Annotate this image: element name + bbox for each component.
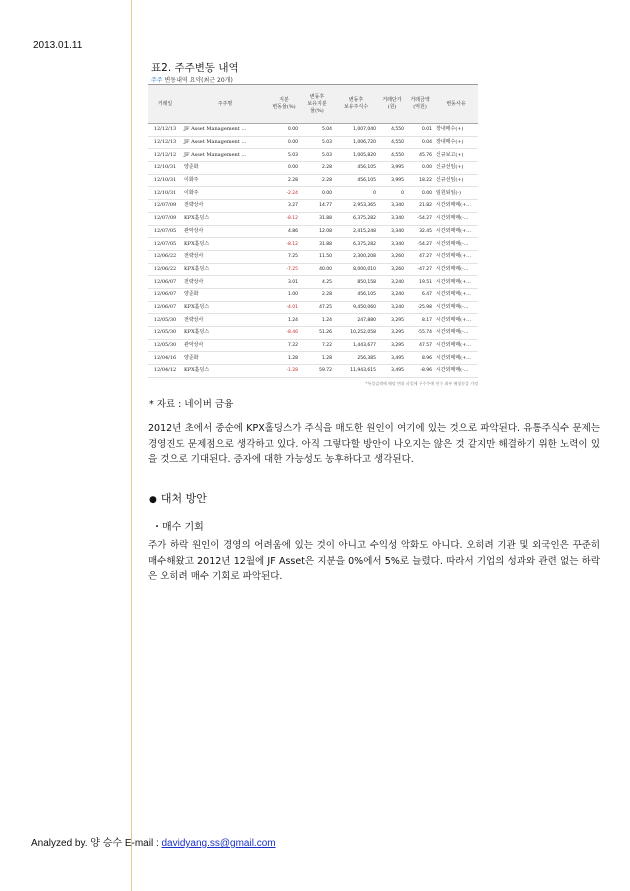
table-cell: 0.00 <box>268 136 300 149</box>
table-cell: 3,260 <box>378 263 406 276</box>
table-cell: 1,443,677 <box>334 339 378 352</box>
table-cell: 2,300,208 <box>334 250 378 263</box>
table-cell: 12/07/05 <box>148 225 182 238</box>
table-cell: 전략상사 <box>182 250 268 263</box>
table-cell: -8.12 <box>268 212 300 225</box>
bullet-icon: ● <box>149 495 157 505</box>
table-cell: 0.00 <box>406 187 434 200</box>
table-row <box>148 136 478 149</box>
table-cell: 3,340 <box>378 238 406 251</box>
table-cell: 12/04/16 <box>148 352 182 365</box>
table-cell: 신규보고(+) <box>434 149 478 162</box>
table-cell: 시간외매매(-... <box>434 327 478 340</box>
table-cell: -54.27 <box>406 212 434 225</box>
table-cell: 5.03 <box>268 149 300 162</box>
table-cell: 3,295 <box>378 314 406 327</box>
table-cell: 12/12/13 <box>148 136 182 149</box>
table-cell: 51.26 <box>300 327 334 340</box>
footer-credit <box>31 834 276 849</box>
table-cell: 850,158 <box>334 276 378 289</box>
table-row <box>148 174 478 187</box>
table-cell: 7.22 <box>300 339 334 352</box>
table-cell: 4,550 <box>378 136 406 149</box>
table-cell: 시간외매매(+... <box>434 339 478 352</box>
margin-rule <box>131 0 132 891</box>
table-cell: 4,550 <box>378 149 406 162</box>
table-cell: 12/06/07 <box>148 288 182 301</box>
table-cell: 32.45 <box>406 225 434 238</box>
table-cell: -2.24 <box>268 187 300 200</box>
table-cell: 12/06/22 <box>148 263 182 276</box>
table-cell: 8.17 <box>406 314 434 327</box>
table-cell: 5.04 <box>300 124 334 137</box>
table-cell: 3,240 <box>378 276 406 289</box>
table-cell: 256,385 <box>334 352 378 365</box>
table-cell: 3,240 <box>378 301 406 314</box>
table-body <box>148 124 478 378</box>
table-row <box>148 263 478 276</box>
table-cell: 6,375,282 <box>334 212 378 225</box>
table-cell: 47.25 <box>300 301 334 314</box>
table-cell: 1.00 <box>268 288 300 301</box>
table-cell: 12/05/30 <box>148 314 182 327</box>
section-heading <box>149 490 207 506</box>
table-cell: 1,005,820 <box>334 149 378 162</box>
column-header: 변동후 보유지분 율(%) <box>300 85 334 124</box>
table-cell: 4,550 <box>378 124 406 137</box>
table-cell: 2,415,248 <box>334 225 378 238</box>
table-cell: 12/10/31 <box>148 187 182 200</box>
table-cell: 11.50 <box>300 250 334 263</box>
table-cell: 3.01 <box>268 276 300 289</box>
table-cell: 3,495 <box>378 352 406 365</box>
table-row <box>148 238 478 251</box>
table-row <box>148 187 478 200</box>
table-row <box>148 301 478 314</box>
table-cell: 12/10/31 <box>148 162 182 175</box>
table-cell: 양준화 <box>182 288 268 301</box>
table-cell: 전략상사 <box>182 200 268 213</box>
table-cell: 시간외매매(-... <box>434 238 478 251</box>
table-cell: 8.96 <box>406 352 434 365</box>
table-cell: KPX홀딩스 <box>182 327 268 340</box>
table-cell: 31.88 <box>300 238 334 251</box>
table-cell: 3.27 <box>268 200 300 213</box>
column-header: 지분 변동율(%) <box>268 85 300 124</box>
table-cell: 6,375,282 <box>334 238 378 251</box>
table-cell: KPX홀딩스 <box>182 365 268 378</box>
table-cell: 7.22 <box>268 339 300 352</box>
table-cell: 12/06/07 <box>148 301 182 314</box>
table-cell: 1,006,720 <box>334 136 378 149</box>
table-cell: 456,105 <box>334 162 378 175</box>
table-cell: 4.25 <box>300 276 334 289</box>
section-title: 대처 방안 <box>160 492 207 505</box>
table-cell: 시간외매매(+... <box>434 314 478 327</box>
table-cell: 12/12/13 <box>148 124 182 137</box>
table-cell: -8.46 <box>268 327 300 340</box>
table-row <box>148 162 478 175</box>
table-cell: 관악상사 <box>182 339 268 352</box>
table-cell: 3,340 <box>378 225 406 238</box>
table-cell: 0 <box>334 187 378 200</box>
table-cell: 12/10/31 <box>148 174 182 187</box>
column-header: 변동후 보유주식수 <box>334 85 378 124</box>
table-cell: KPX홀딩스 <box>182 212 268 225</box>
table-cell: 5.03 <box>300 149 334 162</box>
table-cell: 3,295 <box>378 339 406 352</box>
table-row <box>148 276 478 289</box>
table-cell: 12/07/09 <box>148 200 182 213</box>
table-cell: 시간외매매(+... <box>434 250 478 263</box>
table-cell: 장내매수(+) <box>434 124 478 137</box>
table-cell: 59.72 <box>300 365 334 378</box>
table-cell: -8.96 <box>406 365 434 378</box>
table-header-row <box>148 85 478 124</box>
table-cell: 1.24 <box>300 314 334 327</box>
column-header: 거래단가 (원) <box>378 85 406 124</box>
table-cell: 247,880 <box>334 314 378 327</box>
table-subtitle <box>151 75 233 84</box>
table-cell: 관악상사 <box>182 225 268 238</box>
table-cell: 시간외매매(-... <box>434 212 478 225</box>
table-cell: KPX홀딩스 <box>182 238 268 251</box>
table-cell: 456,105 <box>334 174 378 187</box>
table-row <box>148 124 478 137</box>
table-cell: 3,240 <box>378 288 406 301</box>
table-cell: 0.00 <box>268 162 300 175</box>
table-cell: 8,000,010 <box>334 263 378 276</box>
table-cell: 3,995 <box>378 162 406 175</box>
paragraph-buy-opportunity: 주가 하락 원인이 경영의 어려움에 있는 것이 아니고 수익성 악화도 아니다. 오히려 기관 및 외국인은 꾸준히 매수해왔고 2012년 12월에 JF Asset은 지분을 0%에서 5%로 늘렸다. 따라서 기업의 성과와 관련 없는 하락은 오히려 매수 기회로 파악된다. <box>148 540 600 582</box>
paragraph-analysis: 2012년 초에서 중순에 KPX홀딩스가 주식을 매도한 원인이 여기에 있는 것으로 파악된다. 유통주식수 문제는 경영진도 문제점으로 생각하고 있다. 아직 그렇다할 방안이 나오지는 않은 것 같지만 해결하기 위한 노력이 있을 것으로 기대된다. 증자에 대한 가능성도 농후하다고 생각된다. <box>148 423 600 465</box>
subheading-buy-opportunity: ・매수 기회 <box>152 522 204 533</box>
table-cell: 3,260 <box>378 250 406 263</box>
table-note: *특성검색에 해당 변과 파일에 구주주에 인수 최부 배정분을 가정 <box>365 380 478 386</box>
source-citation: * 자료 : 네이버 금융 <box>149 399 234 410</box>
table-cell: -47.27 <box>406 263 434 276</box>
column-header: 거래금액 (억원) <box>406 85 434 124</box>
table-cell: 신규선임(+) <box>434 174 478 187</box>
table-cell: 12/05/30 <box>148 339 182 352</box>
column-header: 변동사유 <box>434 85 478 124</box>
table-cell: 시간외매매(-... <box>434 301 478 314</box>
table-cell: 12/04/12 <box>148 365 182 378</box>
table-cell: 3,995 <box>378 174 406 187</box>
table-cell: 시간외매매(+... <box>434 276 478 289</box>
table-cell: 전략상사 <box>182 276 268 289</box>
table-row <box>148 149 478 162</box>
table-cell: 12/06/07 <box>148 276 182 289</box>
table-cell: 시간외매매(+... <box>434 200 478 213</box>
table-cell: -1.28 <box>268 365 300 378</box>
table-cell: 12.08 <box>300 225 334 238</box>
shareholder-change-table <box>148 84 478 387</box>
table-cell: 0.00 <box>300 187 334 200</box>
column-header: 주주명 <box>182 85 268 124</box>
table-cell: 12/05/30 <box>148 327 182 340</box>
table-title: 표2. 주주변동 내역 <box>151 62 239 74</box>
table-cell: KPX홀딩스 <box>182 301 268 314</box>
table-cell: JF Asset Management ... <box>182 136 268 149</box>
table-cell: 14.77 <box>300 200 334 213</box>
table-cell: 2.28 <box>300 288 334 301</box>
table-cell: JF Asset Management ... <box>182 124 268 137</box>
table-cell: 2.28 <box>300 174 334 187</box>
table-cell: 0.00 <box>268 124 300 137</box>
table-cell: 21.82 <box>406 200 434 213</box>
table-subtitle-text: 변동내역 요약(최근 20개) <box>162 77 233 84</box>
column-header: 거래일 <box>148 85 182 124</box>
table-cell: 2.28 <box>268 174 300 187</box>
table-cell: 3,295 <box>378 327 406 340</box>
table-cell: 12/06/22 <box>148 250 182 263</box>
table-cell: 11,943,615 <box>334 365 378 378</box>
table-cell: 1.28 <box>268 352 300 365</box>
table-cell: 47.57 <box>406 339 434 352</box>
table-cell: 0.04 <box>406 136 434 149</box>
table-cell: 양준화 <box>182 352 268 365</box>
table-cell: 5.03 <box>300 136 334 149</box>
table-cell: 1.28 <box>300 352 334 365</box>
report-date: 2013.01.11 <box>33 40 83 51</box>
table-row <box>148 327 478 340</box>
table-cell: JF Asset Management ... <box>182 149 268 162</box>
table-cell: 이화주 <box>182 187 268 200</box>
table-row <box>148 365 478 378</box>
table-cell: 임원퇴임(-) <box>434 187 478 200</box>
table-cell: -8.12 <box>268 238 300 251</box>
table-cell: -7.25 <box>268 263 300 276</box>
table-cell: 6.47 <box>406 288 434 301</box>
footer-author: Analyzed by. 양 승수 E-mail : <box>31 838 162 849</box>
table-cell: 장내매수(+) <box>434 136 478 149</box>
table-cell: 3,495 <box>378 365 406 378</box>
table-cell: 18.22 <box>406 174 434 187</box>
table-cell: 3,340 <box>378 212 406 225</box>
table-cell: 시간외매매(-... <box>434 263 478 276</box>
table-cell: 19.51 <box>406 276 434 289</box>
table-row <box>148 288 478 301</box>
table-cell: -54.27 <box>406 238 434 251</box>
table-cell: 신규선임(+) <box>434 162 478 175</box>
table-cell: 7.25 <box>268 250 300 263</box>
table-cell: 45.76 <box>406 149 434 162</box>
table-cell: -55.74 <box>406 327 434 340</box>
table-row <box>148 352 478 365</box>
table-cell: 10,252,058 <box>334 327 378 340</box>
table-cell: 3,340 <box>378 200 406 213</box>
table-cell: 1.24 <box>268 314 300 327</box>
table-row <box>148 339 478 352</box>
table-cell: 시간외매매(+... <box>434 288 478 301</box>
table-cell: 2,953,365 <box>334 200 378 213</box>
table-cell: 0 <box>378 187 406 200</box>
table-cell: 9,450,060 <box>334 301 378 314</box>
table-cell: 0.00 <box>406 162 434 175</box>
table-cell: 31.88 <box>300 212 334 225</box>
table-row <box>148 212 478 225</box>
table-cell: 이화주 <box>182 174 268 187</box>
table-cell: 12/07/05 <box>148 238 182 251</box>
table-cell: -25.98 <box>406 301 434 314</box>
table-cell: 시간외매매(+... <box>434 352 478 365</box>
table-cell: KPX홀딩스 <box>182 263 268 276</box>
table-cell: 양준화 <box>182 162 268 175</box>
table-cell: 시간외매매(+... <box>434 225 478 238</box>
table-cell: 12/12/12 <box>148 149 182 162</box>
table-cell: 47.27 <box>406 250 434 263</box>
table-cell: 전략상사 <box>182 314 268 327</box>
table-row <box>148 250 478 263</box>
table-row <box>148 225 478 238</box>
email-link[interactable]: davidyang.ss@gmail.com <box>161 838 276 849</box>
table-cell: 2.28 <box>300 162 334 175</box>
table-row <box>148 314 478 327</box>
table-cell: 시간외매매(-... <box>434 365 478 378</box>
table-row <box>148 200 478 213</box>
table-cell: 456,105 <box>334 288 378 301</box>
table-subtitle-highlight: 주주 <box>151 77 163 84</box>
table-cell: 0.01 <box>406 124 434 137</box>
table-cell: -4.01 <box>268 301 300 314</box>
table-cell: 1,007,040 <box>334 124 378 137</box>
table-cell: 40.00 <box>300 263 334 276</box>
table-cell: 4.86 <box>268 225 300 238</box>
table-cell: 12/07/09 <box>148 212 182 225</box>
